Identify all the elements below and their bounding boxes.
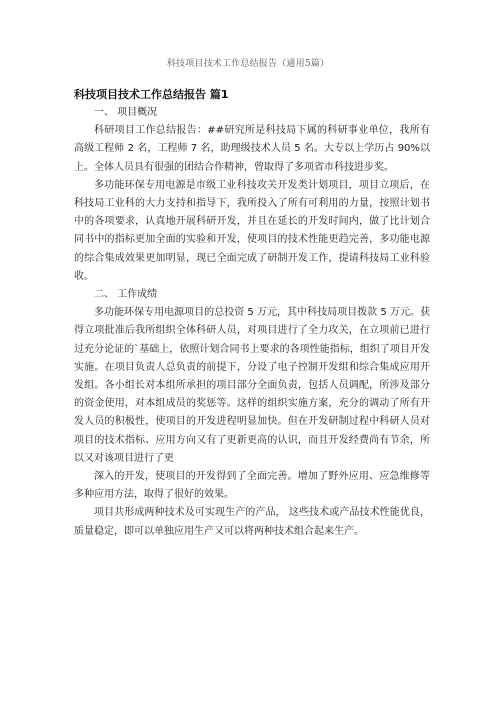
paragraph-investment: 多功能环保专用电源项目的总投资 5 万元，其中科技局项目拨款 5 万元。获得立项批准后我所组织全体科研人员，对项目进行了全力攻关，在立项前已进行过充分论证的`基础上，依照计划合同书上要求的各项性能指标，组织了项目开发实施。在项目负责人总负责的前提下，分设了电子控制开发组和综合集成应用开发组。各小组长对本组所承担的项目部分全面负责，包括人员调配，所涉及部分的资金使用，对本组成员的奖惩等。这样的组织实施方案，充分的调动了所有开发人员的积极性，使项目的开发进程明显加快。但在开发研制过程中科研人员对项目的技术指标、应用方向又有了更新更高的认识，而且开发经费尚有节余，所以又对该项目进行了更 <box>74 307 430 464</box>
paragraph-intro: 科研项目工作总结报告：##研究所是科技局下属的科研事业单位，我所有高级工程师 2 名，工程师 7 名，助理级技术人员 5 名。大专以上学历占 90%以上。全体人员具有很强的团结合作精神，曾取得了多项省市科技进步奖。 <box>74 125 430 173</box>
document-body <box>74 104 430 541</box>
document-title: 科技项目技术工作总结报告 篇1 <box>74 88 229 101</box>
paragraph-project-background: 多功能环保专用电源是市级工业科技攻关开发类计划项目，项目立项后，在科技局工业科的大力支持和指导下，我所投入了所有可利用的力量，按照计划书中的各项要求，认真地开展科研开发，并且在延长的开发时间内，做了比计划合同书中的指标更加全面的实验和开发，使项目的技术性能更趋完善，多功能电源的综合集成效果更加明显，现已全面完成了研制开发工作，提请科技局工业科验收。 <box>74 179 430 282</box>
section-heading-overview: 一、 项目概况 <box>94 107 158 118</box>
paragraph-further-development: 深入的开发，使项目的开发得到了全面完善。增加了野外应用、应急维修等多种应用方法，取得了很好的效果。 <box>74 471 430 501</box>
paragraph-products: 项目共形成两种技术及可实现生产的产品， 这些技术或产品技术性能优良，质量稳定，即可以单独应用生产又可以将两种技术组合起来生产。 <box>74 507 430 537</box>
section-heading-achievements: 二、 工作成绩 <box>94 289 158 301</box>
page-header: 科技项目技术工作总结报告（通用5篇） <box>166 59 330 69</box>
